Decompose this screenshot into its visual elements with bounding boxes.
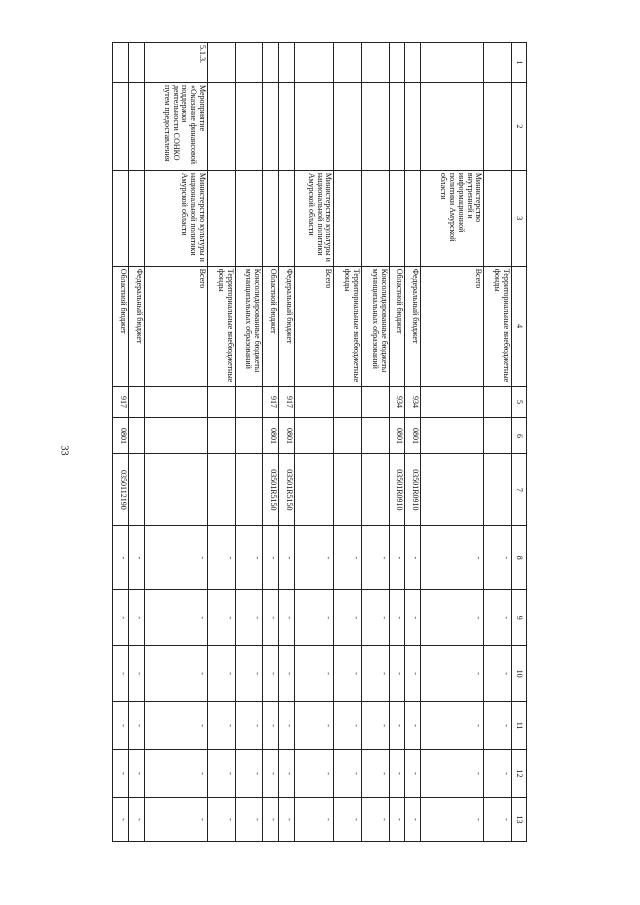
table-cell xyxy=(144,454,207,526)
table-cell: - xyxy=(279,526,295,590)
table-cell xyxy=(421,82,484,170)
table-cell: - xyxy=(361,646,389,702)
table-cell: - xyxy=(279,750,295,798)
table-cell: - xyxy=(207,526,235,590)
table-cell xyxy=(294,454,333,526)
table-cell: 917 xyxy=(113,386,129,418)
table-cell: Всего xyxy=(294,266,333,386)
table-cell xyxy=(334,170,362,266)
table-cell: - xyxy=(294,526,333,590)
table-cell xyxy=(279,43,295,83)
table-cell: Территориальные внебюджетные фонды xyxy=(334,266,362,386)
table-cell xyxy=(207,454,235,526)
table-cell xyxy=(484,454,512,526)
table-cell: - xyxy=(421,646,484,702)
table-cell: - xyxy=(484,797,512,841)
table-cell: - xyxy=(294,590,333,646)
table-cell xyxy=(421,386,484,418)
table-row xyxy=(334,43,362,842)
table-cell xyxy=(294,82,333,170)
table-cell: - xyxy=(421,750,484,798)
table-cell: 0801 xyxy=(113,418,129,454)
budget-table xyxy=(112,42,527,842)
table-cell: - xyxy=(207,702,235,750)
table-cell: 0801 xyxy=(263,418,279,454)
column-header-9: 9 xyxy=(512,590,527,646)
table-cell: - xyxy=(144,590,207,646)
table-cell: Министерство культуры и национальной политики Амурской области xyxy=(294,170,333,266)
table-cell: - xyxy=(484,750,512,798)
table-cell xyxy=(294,418,333,454)
table-cell: Территориальные внебюджетные фонды xyxy=(484,266,512,386)
table-cell xyxy=(421,43,484,83)
table-cell: - xyxy=(405,646,421,702)
table-cell: 917 xyxy=(263,386,279,418)
table-cell: - xyxy=(235,702,263,750)
table-cell: 03501R0910 xyxy=(389,454,405,526)
table-cell: - xyxy=(144,526,207,590)
table-cell xyxy=(405,43,421,83)
column-header-6: 6 xyxy=(512,418,527,454)
table-cell: - xyxy=(334,797,362,841)
table-cell: 934 xyxy=(405,386,421,418)
table-cell xyxy=(235,454,263,526)
table-cell xyxy=(263,82,279,170)
table-row xyxy=(207,43,235,842)
table-cell xyxy=(144,386,207,418)
table-cell: - xyxy=(405,797,421,841)
table-cell: - xyxy=(129,590,145,646)
table-cell xyxy=(207,418,235,454)
table-cell: - xyxy=(405,750,421,798)
table-cell: - xyxy=(207,590,235,646)
table-cell xyxy=(144,418,207,454)
table-row xyxy=(484,43,512,842)
column-header-12: 12 xyxy=(512,750,527,798)
table-cell: - xyxy=(334,590,362,646)
table-cell: - xyxy=(129,702,145,750)
table-cell: - xyxy=(129,646,145,702)
table-cell: - xyxy=(361,590,389,646)
table-cell: - xyxy=(129,526,145,590)
table-cell: - xyxy=(279,646,295,702)
table-row xyxy=(405,43,421,842)
table-cell: - xyxy=(484,590,512,646)
table-cell: Консолидированные бюджеты муниципальных образований xyxy=(235,266,263,386)
table-cell: - xyxy=(294,702,333,750)
table-cell xyxy=(361,386,389,418)
table-cell: - xyxy=(144,646,207,702)
table-cell xyxy=(361,43,389,83)
table-cell: Территориальные внебюджетные фонды xyxy=(207,266,235,386)
table-cell: Мероприятие «Оказание финансовой поддержки деятельности СОНКО путем предоставления xyxy=(144,82,207,170)
table-cell xyxy=(389,82,405,170)
table-cell: - xyxy=(405,526,421,590)
table-cell xyxy=(129,43,145,83)
column-header-3: 3 xyxy=(512,170,527,266)
table-cell xyxy=(113,43,129,83)
column-header-11: 11 xyxy=(512,702,527,750)
table-cell xyxy=(484,418,512,454)
table-cell: Федеральный бюджет xyxy=(405,266,421,386)
table-row xyxy=(263,43,279,842)
table-row xyxy=(389,43,405,842)
table-row xyxy=(294,43,333,842)
table-cell xyxy=(484,43,512,83)
table-cell: 0350112190 xyxy=(113,454,129,526)
table-cell xyxy=(235,82,263,170)
table-cell: - xyxy=(361,750,389,798)
table-cell: - xyxy=(207,750,235,798)
table-cell: - xyxy=(263,797,279,841)
table-cell xyxy=(294,43,333,83)
table-cell xyxy=(263,43,279,83)
column-header-8: 8 xyxy=(512,526,527,590)
table-row xyxy=(113,43,129,842)
table-cell: - xyxy=(405,702,421,750)
table-cell xyxy=(207,170,235,266)
table-cell xyxy=(129,170,145,266)
table-cell: - xyxy=(144,797,207,841)
table-cell xyxy=(235,386,263,418)
column-header-7: 7 xyxy=(512,454,527,526)
table-cell: - xyxy=(113,526,129,590)
table-cell: - xyxy=(389,646,405,702)
table-cell xyxy=(361,82,389,170)
table-cell: Министерство внутренней и информационной политики Амурской области xyxy=(421,170,484,266)
table-cell: - xyxy=(421,590,484,646)
table-cell xyxy=(235,43,263,83)
table-cell xyxy=(235,170,263,266)
table-cell: - xyxy=(389,702,405,750)
table-cell: Областной бюджет xyxy=(113,266,129,386)
table-cell: - xyxy=(207,646,235,702)
table-cell xyxy=(207,43,235,83)
table-cell: Министерство культуры и национальной политики Амурской области xyxy=(144,170,207,266)
table-cell: - xyxy=(279,590,295,646)
table-cell xyxy=(334,82,362,170)
table-cell: - xyxy=(294,750,333,798)
table-cell xyxy=(334,386,362,418)
table-cell: Всего xyxy=(421,266,484,386)
table-cell xyxy=(334,418,362,454)
table-cell: - xyxy=(389,590,405,646)
table-cell: - xyxy=(334,750,362,798)
table-row xyxy=(361,43,389,842)
table-cell xyxy=(421,418,484,454)
table-cell xyxy=(484,170,512,266)
table-cell: 917 xyxy=(279,386,295,418)
page-number: 33 xyxy=(58,445,70,456)
table-cell: - xyxy=(334,526,362,590)
table-cell: - xyxy=(235,797,263,841)
table-cell: Областной бюджет xyxy=(263,266,279,386)
table-cell: - xyxy=(113,750,129,798)
table-cell: - xyxy=(294,797,333,841)
table-cell: - xyxy=(279,797,295,841)
table-cell: - xyxy=(113,646,129,702)
table-cell xyxy=(294,386,333,418)
table-cell: - xyxy=(263,702,279,750)
table-cell xyxy=(129,418,145,454)
table-cell xyxy=(484,82,512,170)
column-header-1: 1 xyxy=(512,43,527,83)
table-cell: 03501R0910 xyxy=(405,454,421,526)
table-cell: - xyxy=(421,526,484,590)
table-cell xyxy=(361,170,389,266)
table-cell: - xyxy=(389,750,405,798)
table-cell xyxy=(207,386,235,418)
table-cell: - xyxy=(263,526,279,590)
table-cell xyxy=(113,170,129,266)
table-cell: - xyxy=(235,590,263,646)
table-cell: - xyxy=(361,526,389,590)
table-row xyxy=(144,43,207,842)
table-cell: - xyxy=(129,750,145,798)
table-cell: - xyxy=(235,750,263,798)
table-header-row xyxy=(512,43,527,842)
table-cell xyxy=(389,43,405,83)
table-cell xyxy=(389,170,405,266)
table-cell: Федеральный бюджет xyxy=(129,266,145,386)
table-cell: - xyxy=(129,797,145,841)
table-cell xyxy=(361,454,389,526)
table-cell: - xyxy=(263,750,279,798)
table-cell: - xyxy=(263,646,279,702)
table-cell xyxy=(334,43,362,83)
table-cell: - xyxy=(113,702,129,750)
table-cell: - xyxy=(405,590,421,646)
table-cell xyxy=(484,386,512,418)
table-cell xyxy=(113,82,129,170)
table-cell: - xyxy=(207,797,235,841)
table-cell: - xyxy=(334,646,362,702)
table-cell xyxy=(279,82,295,170)
table-cell xyxy=(405,82,421,170)
table-cell xyxy=(235,418,263,454)
table-cell xyxy=(129,82,145,170)
table-cell xyxy=(334,454,362,526)
table-cell xyxy=(361,418,389,454)
table-cell: - xyxy=(279,702,295,750)
budget-table-container xyxy=(112,42,527,842)
table-cell xyxy=(279,170,295,266)
table-row xyxy=(129,43,145,842)
table-cell: 03501R5150 xyxy=(279,454,295,526)
table-cell: - xyxy=(361,702,389,750)
table-cell: - xyxy=(113,797,129,841)
table-row xyxy=(421,43,484,842)
table-cell: Федеральный бюджет xyxy=(279,266,295,386)
table-cell: 5.1.3. xyxy=(144,43,207,83)
table-cell xyxy=(207,82,235,170)
table-cell: - xyxy=(389,526,405,590)
table-cell: 934 xyxy=(389,386,405,418)
table-cell: - xyxy=(484,702,512,750)
table-cell xyxy=(263,170,279,266)
table-cell xyxy=(129,454,145,526)
table-row xyxy=(279,43,295,842)
table-row xyxy=(235,43,263,842)
table-cell: - xyxy=(484,646,512,702)
column-header-5: 5 xyxy=(512,386,527,418)
table-cell: - xyxy=(334,702,362,750)
column-header-4: 4 xyxy=(512,266,527,386)
table-cell: - xyxy=(263,590,279,646)
table-cell: 03501R5150 xyxy=(263,454,279,526)
table-cell: - xyxy=(235,526,263,590)
table-cell: - xyxy=(361,797,389,841)
table-cell: - xyxy=(421,702,484,750)
table-cell: 0801 xyxy=(389,418,405,454)
table-cell: Областной бюджет xyxy=(389,266,405,386)
table-cell: - xyxy=(144,750,207,798)
table-cell: - xyxy=(294,646,333,702)
table-cell: Консолидированные бюджеты муниципальных образований xyxy=(361,266,389,386)
table-cell: - xyxy=(235,646,263,702)
table-cell xyxy=(405,170,421,266)
table-cell: 0801 xyxy=(405,418,421,454)
table-cell: - xyxy=(144,702,207,750)
table-cell: - xyxy=(484,526,512,590)
column-header-13: 13 xyxy=(512,797,527,841)
table-cell xyxy=(129,386,145,418)
table-cell: - xyxy=(421,797,484,841)
table-cell: - xyxy=(389,797,405,841)
table-cell: 0801 xyxy=(279,418,295,454)
table-cell: - xyxy=(113,590,129,646)
column-header-2: 2 xyxy=(512,82,527,170)
table-cell xyxy=(421,454,484,526)
table-cell: Всего xyxy=(144,266,207,386)
column-header-10: 10 xyxy=(512,646,527,702)
